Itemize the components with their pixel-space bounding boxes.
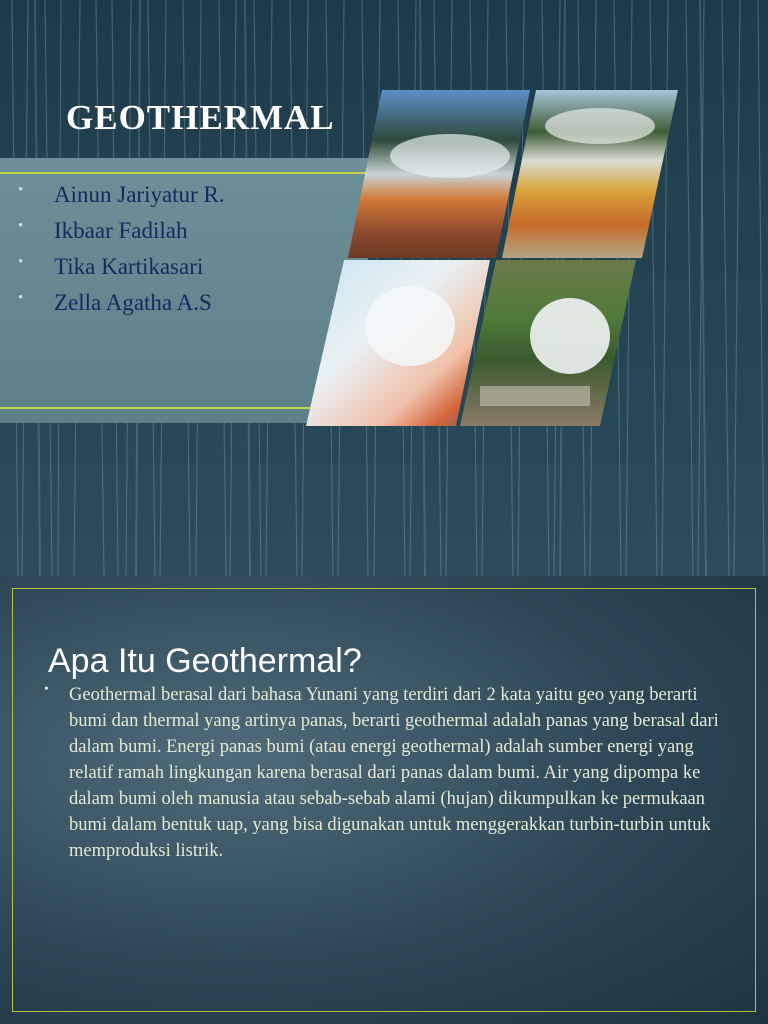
- bullet-icon: •: [18, 182, 24, 198]
- bullet-icon: •: [44, 682, 49, 697]
- author-name: Ainun Jariyatur R.: [54, 182, 225, 207]
- bullet-icon: •: [18, 218, 24, 234]
- author-list: [16, 182, 225, 326]
- author-item: [16, 290, 225, 326]
- content-slide: [0, 576, 768, 1024]
- author-item: [16, 218, 225, 254]
- author-item: [16, 182, 225, 218]
- presentation-title: GEOTHERMAL: [66, 98, 335, 137]
- body-text: Geothermal berasal dari bahasa Yunani yang terdiri dari 2 kata yaitu geo yang berarti bumi dan thermal yang artinya panas, berarti geothermal adalah panas yang berasal dari dalam bumi. Energi panas bumi (atau energi geothermal) adalah sumber energi yang relatif ramah lingkungan karena berasal dari panas dalam bumi. Air yang dipompa ke dalam bumi oleh manusia atau sebab-sebab alami (hujan) dikumpulkan ke permukaan bumi dalam bentuk uap, yang bisa digunakan untuk menggerakkan turbin-turbin untuk memproduksi listrik.: [69, 685, 719, 861]
- author-item: [16, 254, 225, 290]
- bullet-icon: •: [18, 254, 24, 270]
- body-block: [44, 682, 730, 864]
- photo-collage: [300, 86, 680, 428]
- author-name: Zella Agatha A.S: [54, 290, 212, 315]
- bullet-icon: •: [18, 290, 24, 306]
- author-name: Tika Kartikasari: [54, 254, 204, 279]
- slide-heading: Apa Itu Geothermal?: [48, 642, 362, 680]
- author-name: Ikbaar Fadilah: [54, 218, 188, 243]
- accent-line-bottom: [0, 407, 310, 409]
